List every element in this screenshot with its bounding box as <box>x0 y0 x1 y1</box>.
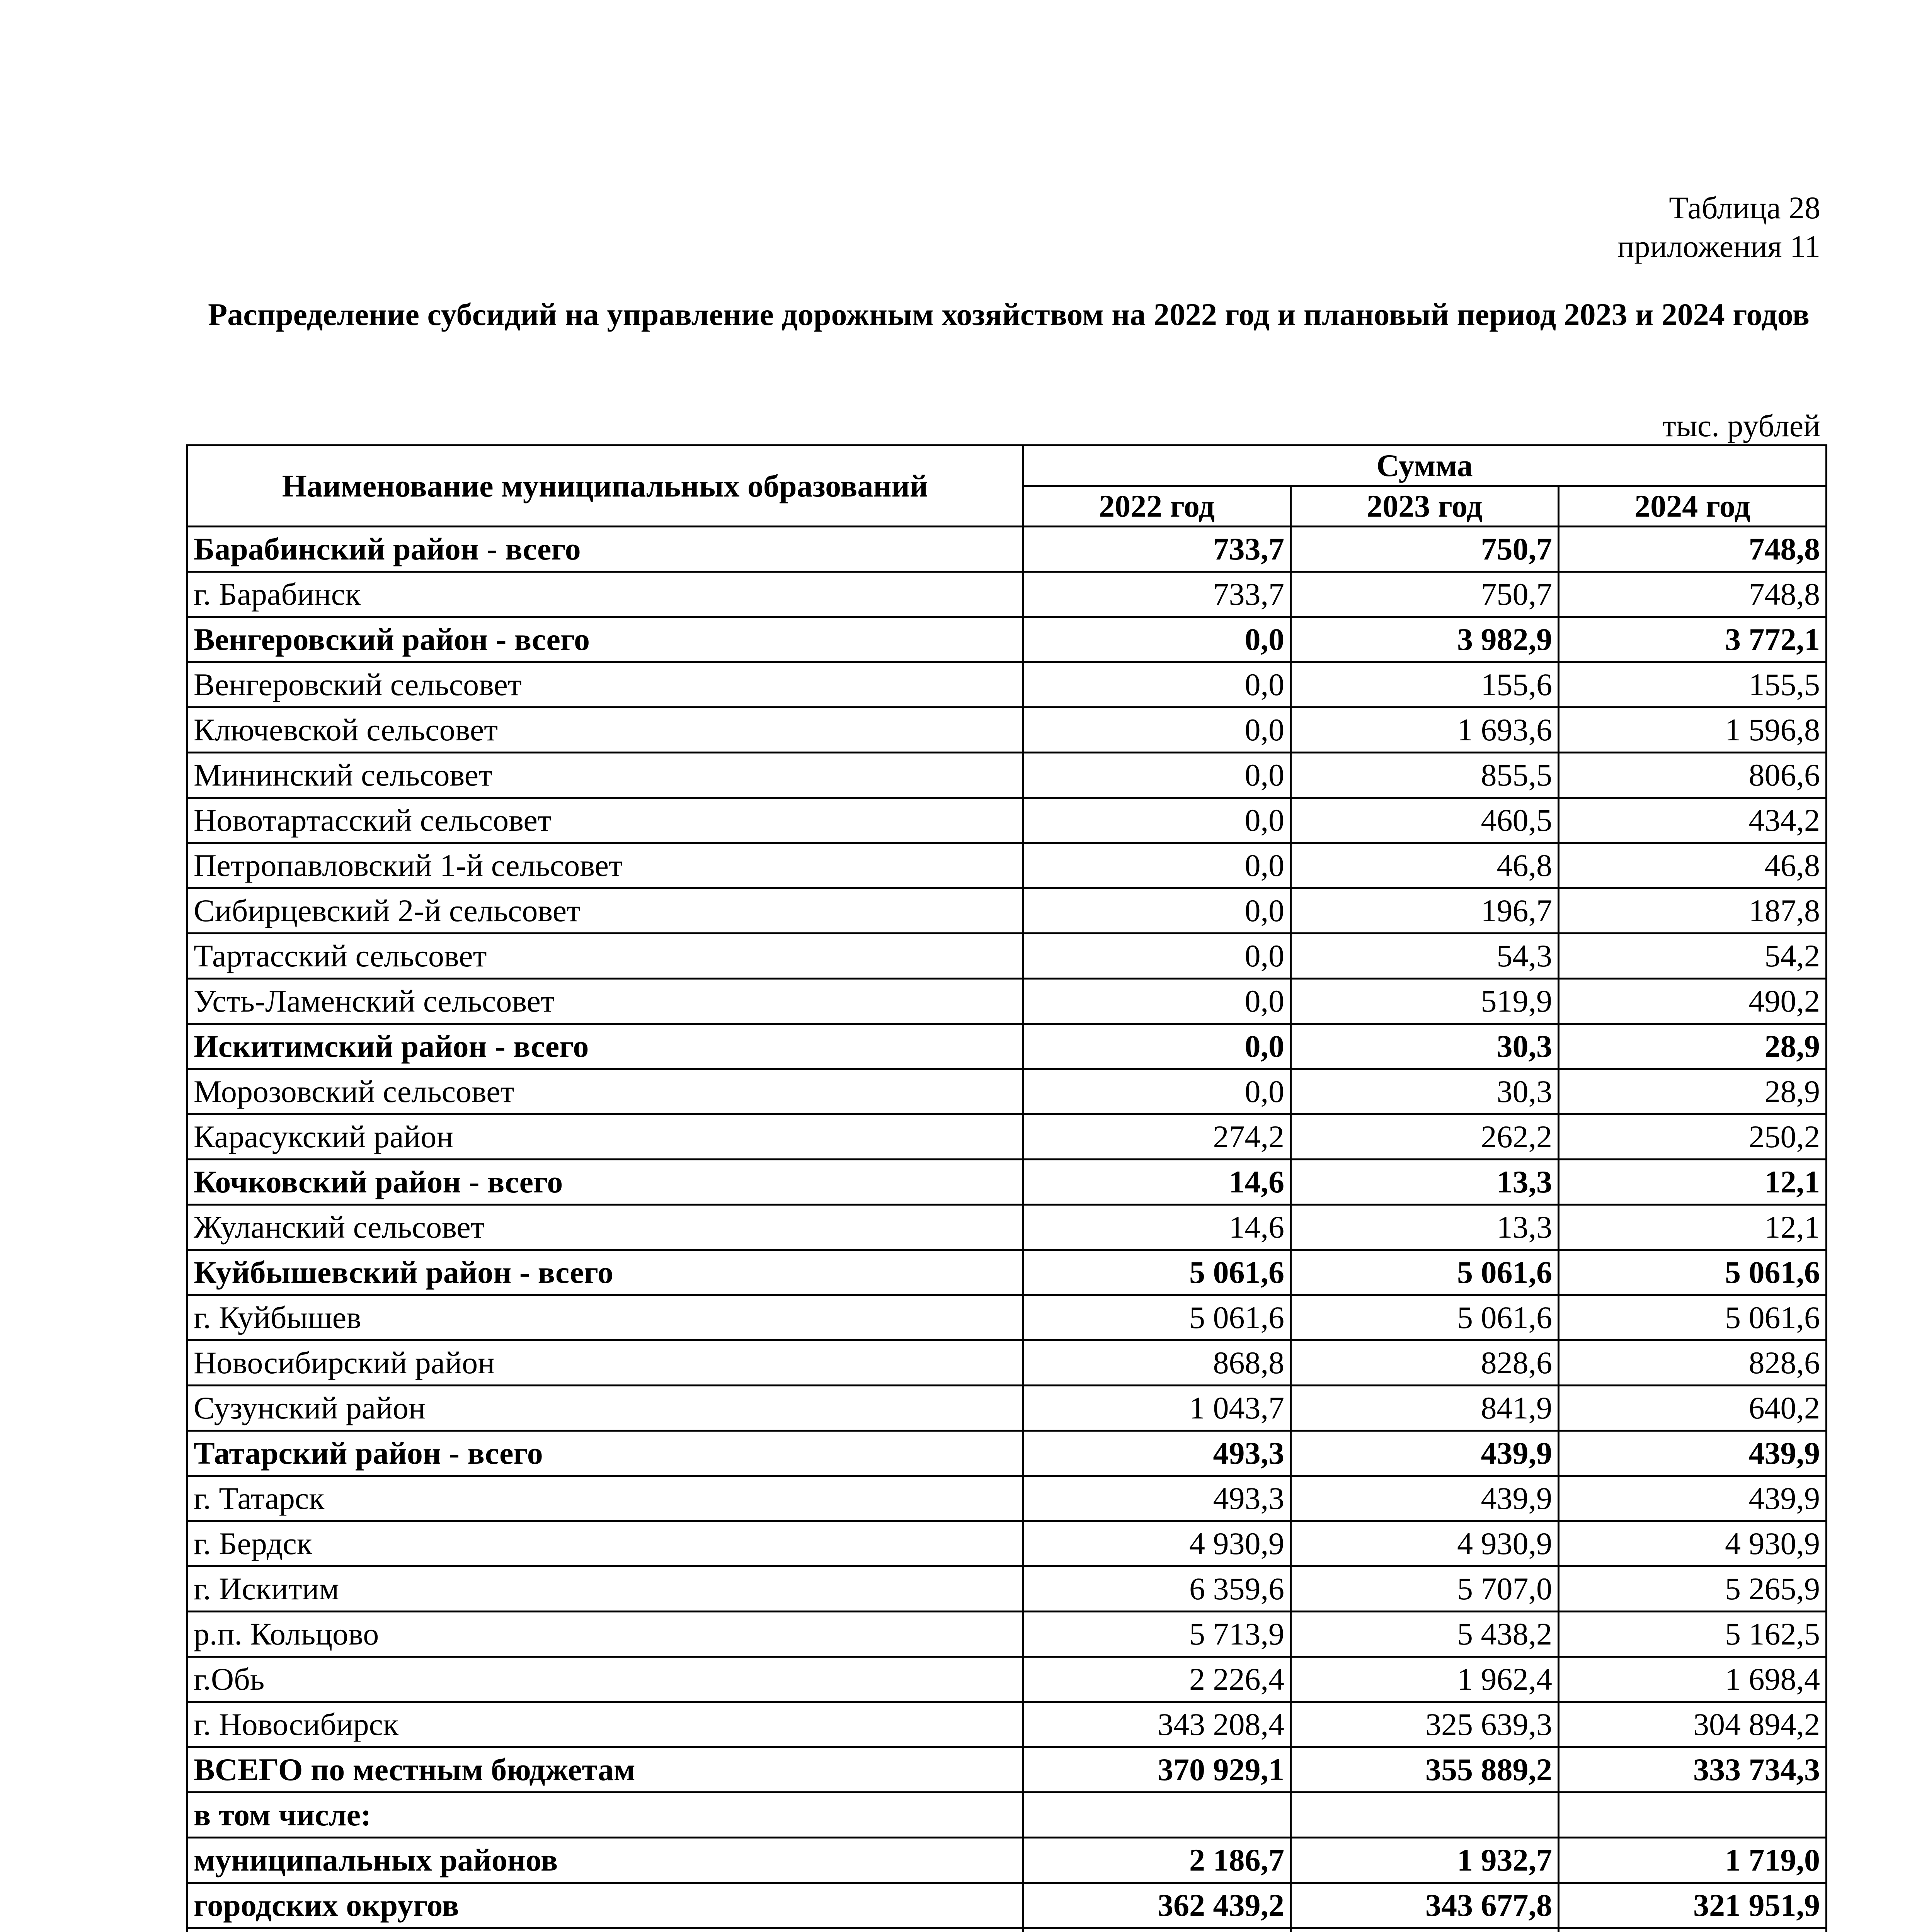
amount-2022: 370 929,1 <box>1023 1747 1291 1793</box>
amount-2024: 748,8 <box>1559 527 1827 572</box>
amount-2022 <box>1023 1928 1291 1932</box>
amount-2024: 640,2 <box>1559 1386 1827 1431</box>
amount-2022: 0,0 <box>1023 843 1291 888</box>
amount-2022: 4 930,9 <box>1023 1521 1291 1566</box>
amount-2024: 12,1 <box>1559 1160 1827 1205</box>
amount-2022: 0,0 <box>1023 617 1291 662</box>
amount-2023: 750,7 <box>1291 572 1559 617</box>
amount-2022: 0,0 <box>1023 934 1291 979</box>
amount-2022: 1 043,7 <box>1023 1386 1291 1431</box>
municipality-name: Сузунский район <box>187 1386 1023 1431</box>
document-title: Распределение субсидий на управление дорожным хозяйством на 2022 год и плановый период 2023 и 2024 годов <box>208 297 1810 332</box>
amount-2024: 333 734,3 <box>1559 1747 1827 1793</box>
amount-2023: 155,6 <box>1291 662 1559 707</box>
table-row <box>187 753 1827 798</box>
table-row <box>187 707 1827 753</box>
amount-2022: 868,8 <box>1023 1340 1291 1386</box>
amount-2022: 2 186,7 <box>1023 1838 1291 1883</box>
amount-2023: 5 061,6 <box>1291 1250 1559 1295</box>
amount-2024: 5 265,9 <box>1559 1566 1827 1612</box>
municipality-name <box>187 1928 1023 1932</box>
amount-2023: 460,5 <box>1291 798 1559 843</box>
amount-2022: 0,0 <box>1023 1024 1291 1069</box>
amount-2024 <box>1559 1793 1827 1838</box>
municipality-name: г. Новосибирск <box>187 1702 1023 1747</box>
table-reference <box>1617 189 1820 266</box>
municipality-name: г. Куйбышев <box>187 1295 1023 1340</box>
name-column-header: Наименование муниципальных образований <box>187 446 1023 527</box>
amount-2022: 6 359,6 <box>1023 1566 1291 1612</box>
amount-2024: 490,2 <box>1559 979 1827 1024</box>
municipality-name: г. Искитим <box>187 1566 1023 1612</box>
amount-2024: 321 951,9 <box>1559 1883 1827 1928</box>
municipality-name: Усть-Ламенский сельсовет <box>187 979 1023 1024</box>
units-label: тыс. рублей <box>1662 408 1820 443</box>
amount-2022: 0,0 <box>1023 753 1291 798</box>
table-row <box>187 1521 1827 1566</box>
table-row <box>187 798 1827 843</box>
amount-2023: 13,3 <box>1291 1205 1559 1250</box>
municipality-name: городских округов <box>187 1883 1023 1928</box>
table-body <box>187 527 1827 1932</box>
amount-2023 <box>1291 1793 1559 1838</box>
table-row <box>187 1069 1827 1114</box>
table-row <box>187 1793 1827 1838</box>
amount-2022: 733,7 <box>1023 527 1291 572</box>
table-row <box>187 1476 1827 1521</box>
amount-2022: 362 439,2 <box>1023 1883 1291 1928</box>
amount-2024: 439,9 <box>1559 1431 1827 1476</box>
amount-2023: 343 677,8 <box>1291 1883 1559 1928</box>
municipality-name: Петропавловский 1-й сельсовет <box>187 843 1023 888</box>
table-row <box>187 1340 1827 1386</box>
amount-2023: 30,3 <box>1291 1024 1559 1069</box>
amount-2023: 1 932,7 <box>1291 1838 1559 1883</box>
amount-2023: 5 061,6 <box>1291 1295 1559 1340</box>
municipality-name: ВСЕГО по местным бюджетам <box>187 1747 1023 1793</box>
table-row <box>187 1702 1827 1747</box>
municipality-name: Куйбышевский район - всего <box>187 1250 1023 1295</box>
amount-2023: 439,9 <box>1291 1476 1559 1521</box>
municipality-name: Кочковский район - всего <box>187 1160 1023 1205</box>
amount-2022: 0,0 <box>1023 888 1291 934</box>
amount-2023: 841,9 <box>1291 1386 1559 1431</box>
sum-column-header: Сумма <box>1023 446 1827 486</box>
municipality-name: Искитимский район - всего <box>187 1024 1023 1069</box>
amount-2024: 1 698,4 <box>1559 1657 1827 1702</box>
amount-2024: 434,2 <box>1559 798 1827 843</box>
amount-2022: 0,0 <box>1023 979 1291 1024</box>
municipality-name: Тартасский сельсовет <box>187 934 1023 979</box>
table-row <box>187 527 1827 572</box>
amount-2024 <box>1559 1928 1827 1932</box>
amount-2022: 0,0 <box>1023 1069 1291 1114</box>
table-row <box>187 1431 1827 1476</box>
amount-2024: 4 930,9 <box>1559 1521 1827 1566</box>
table-row <box>187 1657 1827 1702</box>
amount-2022 <box>1023 1793 1291 1838</box>
amount-2023: 46,8 <box>1291 843 1559 888</box>
amount-2023: 325 639,3 <box>1291 1702 1559 1747</box>
municipality-name: Морозовский сельсовет <box>187 1069 1023 1114</box>
amount-2023: 355 889,2 <box>1291 1747 1559 1793</box>
amount-2023: 5 438,2 <box>1291 1612 1559 1657</box>
table-row <box>187 1928 1827 1932</box>
amount-2022: 5 061,6 <box>1023 1250 1291 1295</box>
table-row <box>187 1160 1827 1205</box>
table-row <box>187 1205 1827 1250</box>
amount-2023: 519,9 <box>1291 979 1559 1024</box>
amount-2024: 155,5 <box>1559 662 1827 707</box>
amount-2022: 343 208,4 <box>1023 1702 1291 1747</box>
amount-2024: 748,8 <box>1559 572 1827 617</box>
amount-2024: 1 596,8 <box>1559 707 1827 753</box>
table-row <box>187 1295 1827 1340</box>
municipality-name: г. Татарск <box>187 1476 1023 1521</box>
amount-2022: 493,3 <box>1023 1431 1291 1476</box>
amount-2023: 1 693,6 <box>1291 707 1559 753</box>
amount-2022: 0,0 <box>1023 662 1291 707</box>
amount-2023: 1 962,4 <box>1291 1657 1559 1702</box>
amount-2024: 28,9 <box>1559 1069 1827 1114</box>
table-row <box>187 1386 1827 1431</box>
municipality-name: г.Обь <box>187 1657 1023 1702</box>
municipality-name: Карасукский район <box>187 1114 1023 1160</box>
amount-2023: 13,3 <box>1291 1160 1559 1205</box>
amount-2024: 5 061,6 <box>1559 1295 1827 1340</box>
municipality-name: Новосибирский район <box>187 1340 1023 1386</box>
amount-2024: 46,8 <box>1559 843 1827 888</box>
amount-2024: 1 719,0 <box>1559 1838 1827 1883</box>
amount-2024: 828,6 <box>1559 1340 1827 1386</box>
year-header-2022: 2022 год <box>1023 486 1291 527</box>
amount-2022: 2 226,4 <box>1023 1657 1291 1702</box>
table-row <box>187 1883 1827 1928</box>
municipality-name: Татарский район - всего <box>187 1431 1023 1476</box>
table-row <box>187 1566 1827 1612</box>
municipality-name: в том числе: <box>187 1793 1023 1838</box>
table-row <box>187 617 1827 662</box>
amount-2023: 54,3 <box>1291 934 1559 979</box>
table-row <box>187 572 1827 617</box>
amount-2022: 733,7 <box>1023 572 1291 617</box>
amount-2022: 5 061,6 <box>1023 1295 1291 1340</box>
amount-2024: 5 061,6 <box>1559 1250 1827 1295</box>
amount-2022: 14,6 <box>1023 1160 1291 1205</box>
amount-2023: 5 707,0 <box>1291 1566 1559 1612</box>
amount-2023: 262,2 <box>1291 1114 1559 1160</box>
subsidy-table <box>186 444 1827 1932</box>
amount-2022: 5 713,9 <box>1023 1612 1291 1657</box>
appendix-number: приложения 11 <box>1617 229 1820 264</box>
amount-2024: 28,9 <box>1559 1024 1827 1069</box>
amount-2024: 187,8 <box>1559 888 1827 934</box>
table-row <box>187 1838 1827 1883</box>
year-header-2024: 2024 год <box>1559 486 1827 527</box>
table-row <box>187 1114 1827 1160</box>
year-header-2023: 2023 год <box>1291 486 1559 527</box>
table-row <box>187 888 1827 934</box>
municipality-name: р.п. Кольцово <box>187 1612 1023 1657</box>
amount-2024: 12,1 <box>1559 1205 1827 1250</box>
amount-2023: 750,7 <box>1291 527 1559 572</box>
amount-2024: 304 894,2 <box>1559 1702 1827 1747</box>
amount-2022: 274,2 <box>1023 1114 1291 1160</box>
municipality-name: муниципальных районов <box>187 1838 1023 1883</box>
amount-2024: 54,2 <box>1559 934 1827 979</box>
table-number: Таблица 28 <box>1669 190 1820 225</box>
table-row <box>187 1024 1827 1069</box>
amount-2023: 439,9 <box>1291 1431 1559 1476</box>
table-row <box>187 1250 1827 1295</box>
amount-2023: 3 982,9 <box>1291 617 1559 662</box>
amount-2023: 828,6 <box>1291 1340 1559 1386</box>
municipality-name: Ключевской сельсовет <box>187 707 1023 753</box>
table-row <box>187 1747 1827 1793</box>
amount-2022: 493,3 <box>1023 1476 1291 1521</box>
table-row <box>187 1612 1827 1657</box>
municipality-name: Мининский сельсовет <box>187 753 1023 798</box>
amount-2022: 0,0 <box>1023 707 1291 753</box>
amount-2024: 439,9 <box>1559 1476 1827 1521</box>
amount-2024: 3 772,1 <box>1559 617 1827 662</box>
amount-2024: 5 162,5 <box>1559 1612 1827 1657</box>
municipality-name: Жуланский сельсовет <box>187 1205 1023 1250</box>
amount-2023 <box>1291 1928 1559 1932</box>
municipality-name: Сибирцевский 2-й сельсовет <box>187 888 1023 934</box>
table-row <box>187 979 1827 1024</box>
table-row <box>187 662 1827 707</box>
municipality-name: Барабинский район - всего <box>187 527 1023 572</box>
municipality-name: Венгеровский сельсовет <box>187 662 1023 707</box>
municipality-name: Новотартасский сельсовет <box>187 798 1023 843</box>
municipality-name: г. Бердск <box>187 1521 1023 1566</box>
amount-2024: 806,6 <box>1559 753 1827 798</box>
amount-2023: 4 930,9 <box>1291 1521 1559 1566</box>
amount-2023: 855,5 <box>1291 753 1559 798</box>
amount-2024: 250,2 <box>1559 1114 1827 1160</box>
municipality-name: Венгеровский район - всего <box>187 617 1023 662</box>
amount-2022: 14,6 <box>1023 1205 1291 1250</box>
amount-2023: 196,7 <box>1291 888 1559 934</box>
municipality-name: г. Барабинск <box>187 572 1023 617</box>
table-row <box>187 934 1827 979</box>
table-row <box>187 843 1827 888</box>
amount-2022: 0,0 <box>1023 798 1291 843</box>
amount-2023: 30,3 <box>1291 1069 1559 1114</box>
